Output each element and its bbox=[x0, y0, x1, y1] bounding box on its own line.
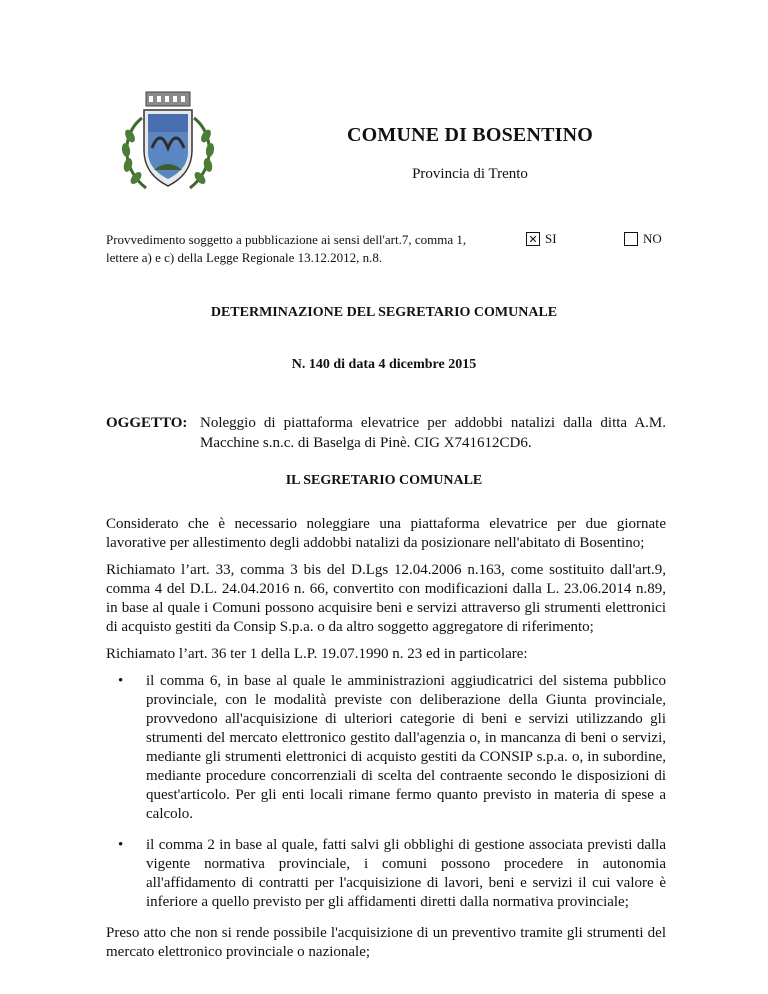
province-subtitle: Provincia di Trento bbox=[412, 166, 528, 182]
subject-label: OGGETTO: bbox=[106, 415, 188, 431]
publication-si-checkbox[interactable] bbox=[526, 231, 557, 247]
subject-block bbox=[106, 413, 666, 453]
document-body bbox=[106, 515, 666, 970]
paragraph-1: Considerato che è necessario noleggiare una piattaforma elevatrice per due giornate lavorative per allestimento degli addobbi natalizi da posizionare nell'abitato di Bosentino; bbox=[106, 516, 666, 551]
list-item bbox=[106, 836, 666, 912]
list-item bbox=[106, 672, 666, 824]
unchecked-box-icon bbox=[624, 232, 638, 246]
bullet-icon: • bbox=[118, 837, 124, 853]
publication-no-checkbox[interactable] bbox=[624, 231, 662, 247]
checked-box-icon: ✕ bbox=[526, 232, 540, 246]
publication-note bbox=[106, 231, 506, 267]
municipality-title: COMUNE DI BOSENTINO bbox=[346, 124, 594, 146]
bullet-text-1: il comma 6, in base al quale le amministrazioni aggiudicatrici del sistema pubblico provinciale, con le modalità previste con deliberazione della Giunta provinciale, provvedono all'acquisizione di ulteriori categorie di beni e servizi utilizzando gli strumenti del mercato elettronico gestito dall'agenzia o, in mancanza di beni o servizi, mediante gli strumenti elettronici di acquisto gestiti da CONSIP s.p.a. o, in subordine, mediante procedure concorrenziali di scelta del contraente secondo le disposizioni di quest'articolo. Per gli enti locali rimane fermo quanto previsto in materia di spese a calcolo. bbox=[146, 673, 666, 822]
municipal-crest-logo bbox=[108, 88, 228, 198]
bullet-list bbox=[106, 672, 666, 912]
si-label: SI bbox=[545, 231, 557, 246]
paragraph-2: Richiamato l’art. 33, comma 3 bis del D.Lgs 12.04.2006 n.163, come sostituito dall'art.9, comma 4 del D.L. 24.04.2016 n. 66, convertito con modificazioni dalla L. 23.06.2014 n.89, in base al quale i Comuni possono acquisire beni e servizi attraverso gli strumenti elettronici di acquisto gestiti da Consip S.p.a. o da altro soggetto aggregatore di riferimento; bbox=[106, 562, 666, 635]
determination-heading: DETERMINAZIONE DEL SEGRETARIO COMUNALE bbox=[210, 305, 558, 320]
section-title: IL SEGRETARIO COMUNALE bbox=[285, 473, 483, 488]
paragraph-4: Preso atto che non si rende possibile l'acquisizione di un preventivo tramite gli strumenti del mercato elettronico provinciale o nazionale; bbox=[106, 925, 666, 960]
no-label: NO bbox=[643, 231, 662, 246]
bullet-icon: • bbox=[118, 673, 124, 689]
subject-text: Noleggio di piattaforma elevatrice per addobbi natalizi dalla ditta A.M. Macchine s.n.c. di Baselga di Pinè. CIG X741612CD6. bbox=[200, 415, 666, 451]
determination-number: N. 140 di data 4 dicembre 2015 bbox=[291, 357, 477, 372]
publication-note-line1: Provvedimento soggetto a pubblicazione ai sensi dell'art.7, comma 1, bbox=[106, 232, 467, 247]
paragraph-3: Richiamato l’art. 36 ter 1 della L.P. 19.07.1990 n. 23 ed in particolare: bbox=[106, 646, 528, 662]
bullet-text-2: il comma 2 in base al quale, fatti salvi gli obblighi di gestione associata previsti dalla vigente normativa provinciale, i comuni possono procedere in autonomia all'affidamento di contratti per l'acquisizione di lavori, beni e servizi il cui valore è inferiore a quello previsto per gli affidamenti diretti dalla normativa provinciale; bbox=[146, 837, 666, 910]
publication-note-line2: lettere a) e c) della Legge Regionale 13.12.2012, n.8. bbox=[106, 250, 383, 265]
